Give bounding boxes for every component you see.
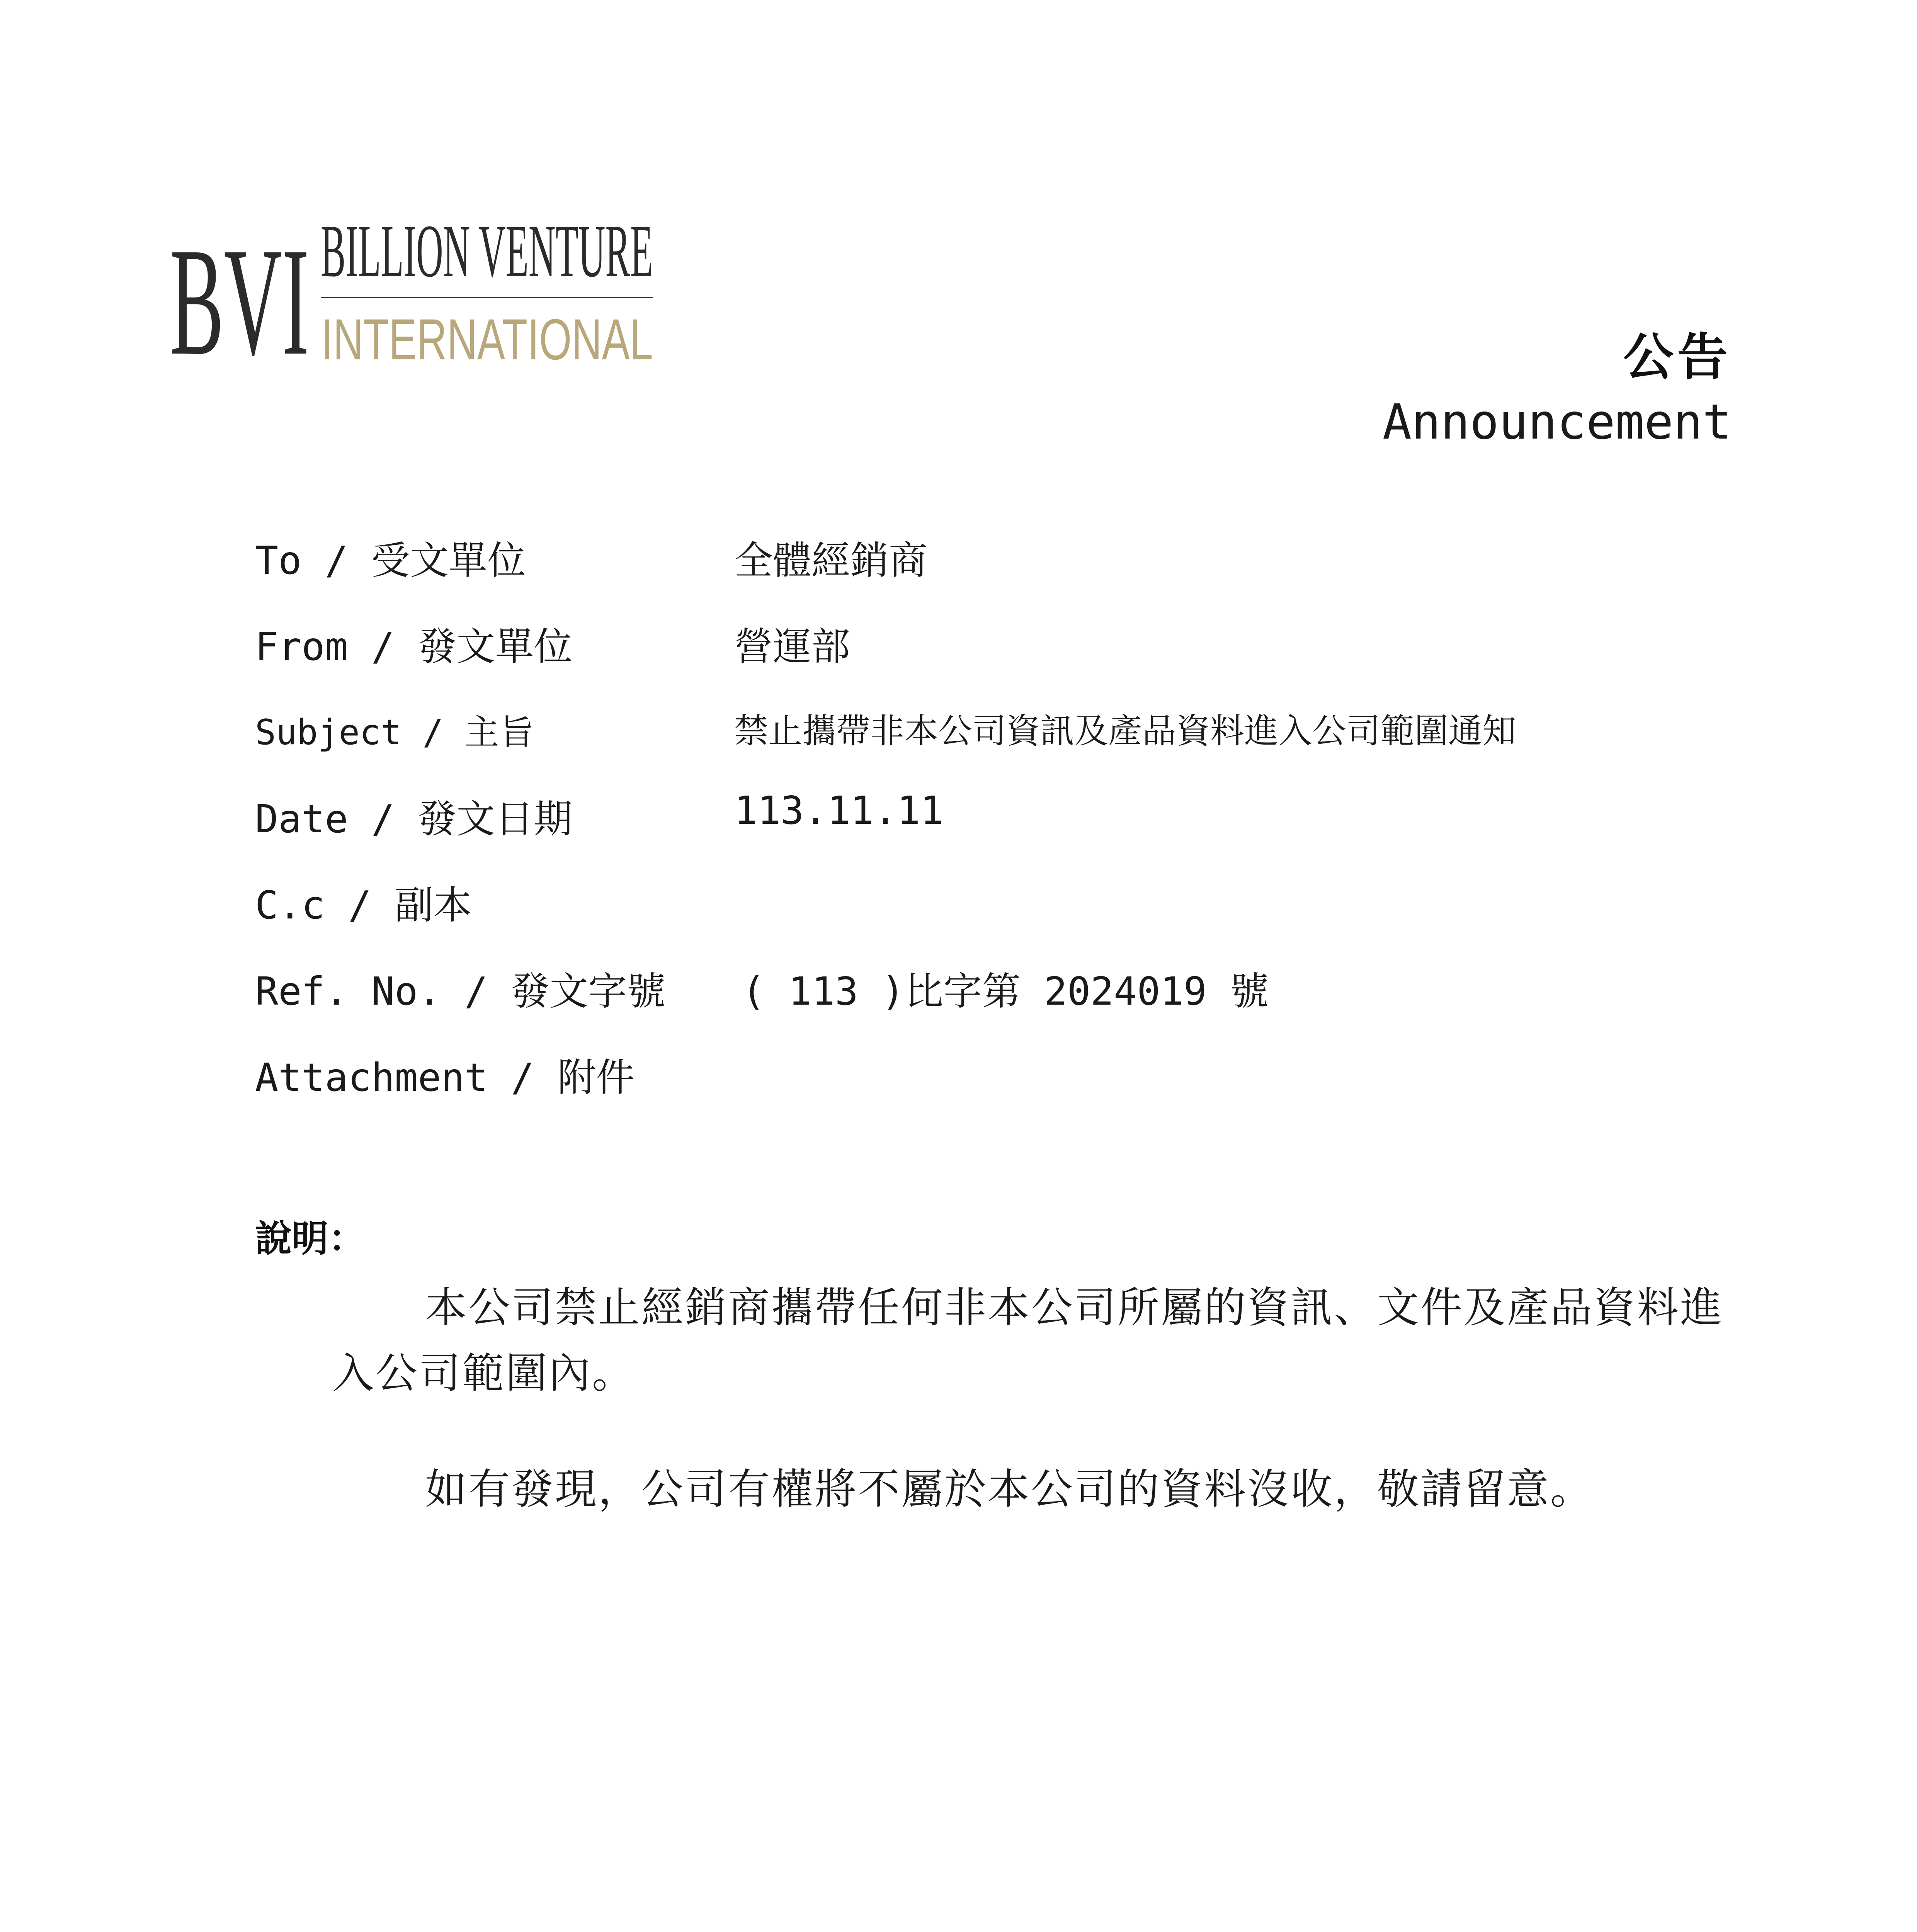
field-subject [255, 702, 1801, 788]
field-date [255, 788, 1801, 874]
field-to [255, 529, 1801, 616]
company-logo [170, 193, 657, 387]
title-zh: 公告 [1623, 328, 1732, 386]
field-label: Date / 發文日期 [255, 796, 573, 842]
logo-name-line1: BILLION VENTURE [321, 209, 653, 293]
field-value: ( 113 )比字第 2024019 號 [742, 969, 1269, 1014]
field-label: Attachment / 附件 [255, 1055, 635, 1100]
field-attachment [255, 1046, 1801, 1133]
field-from [255, 616, 1801, 702]
explanation-paragraph: 本公司禁止經銷商攜帶任何非本公司所屬的資訊、文件及產品資料進入公司範圍內。 [332, 1284, 1724, 1398]
explanation-paragraph: 如有發現，公司有權將不屬於本公司的資料沒收，敬請留意。 [425, 1465, 1594, 1514]
title-en: Announcement [1382, 394, 1732, 450]
field-ref [255, 960, 1801, 1046]
field-label: From / 發文單位 [255, 624, 573, 669]
field-label: Subject / 主旨 [255, 712, 534, 753]
header-fields [255, 529, 1801, 1133]
field-value: 全體經銷商 [734, 538, 927, 583]
logo-name-line2: INTERNATIONAL [321, 307, 653, 372]
field-cc [255, 874, 1801, 960]
field-value: 113.11.11 [734, 788, 944, 833]
field-label: To / 受文單位 [255, 538, 526, 583]
field-value: 營運部 [734, 624, 850, 669]
logo-mark: BVI [170, 216, 309, 387]
field-label: C.c / 副本 [255, 883, 472, 928]
field-label: Ref. No. / 發文字號 [255, 969, 666, 1014]
explanation-heading: 說明： [255, 1218, 366, 1260]
field-value: 禁止攜帶非本公司資訊及產品資料進入公司範圍通知 [734, 711, 1517, 751]
